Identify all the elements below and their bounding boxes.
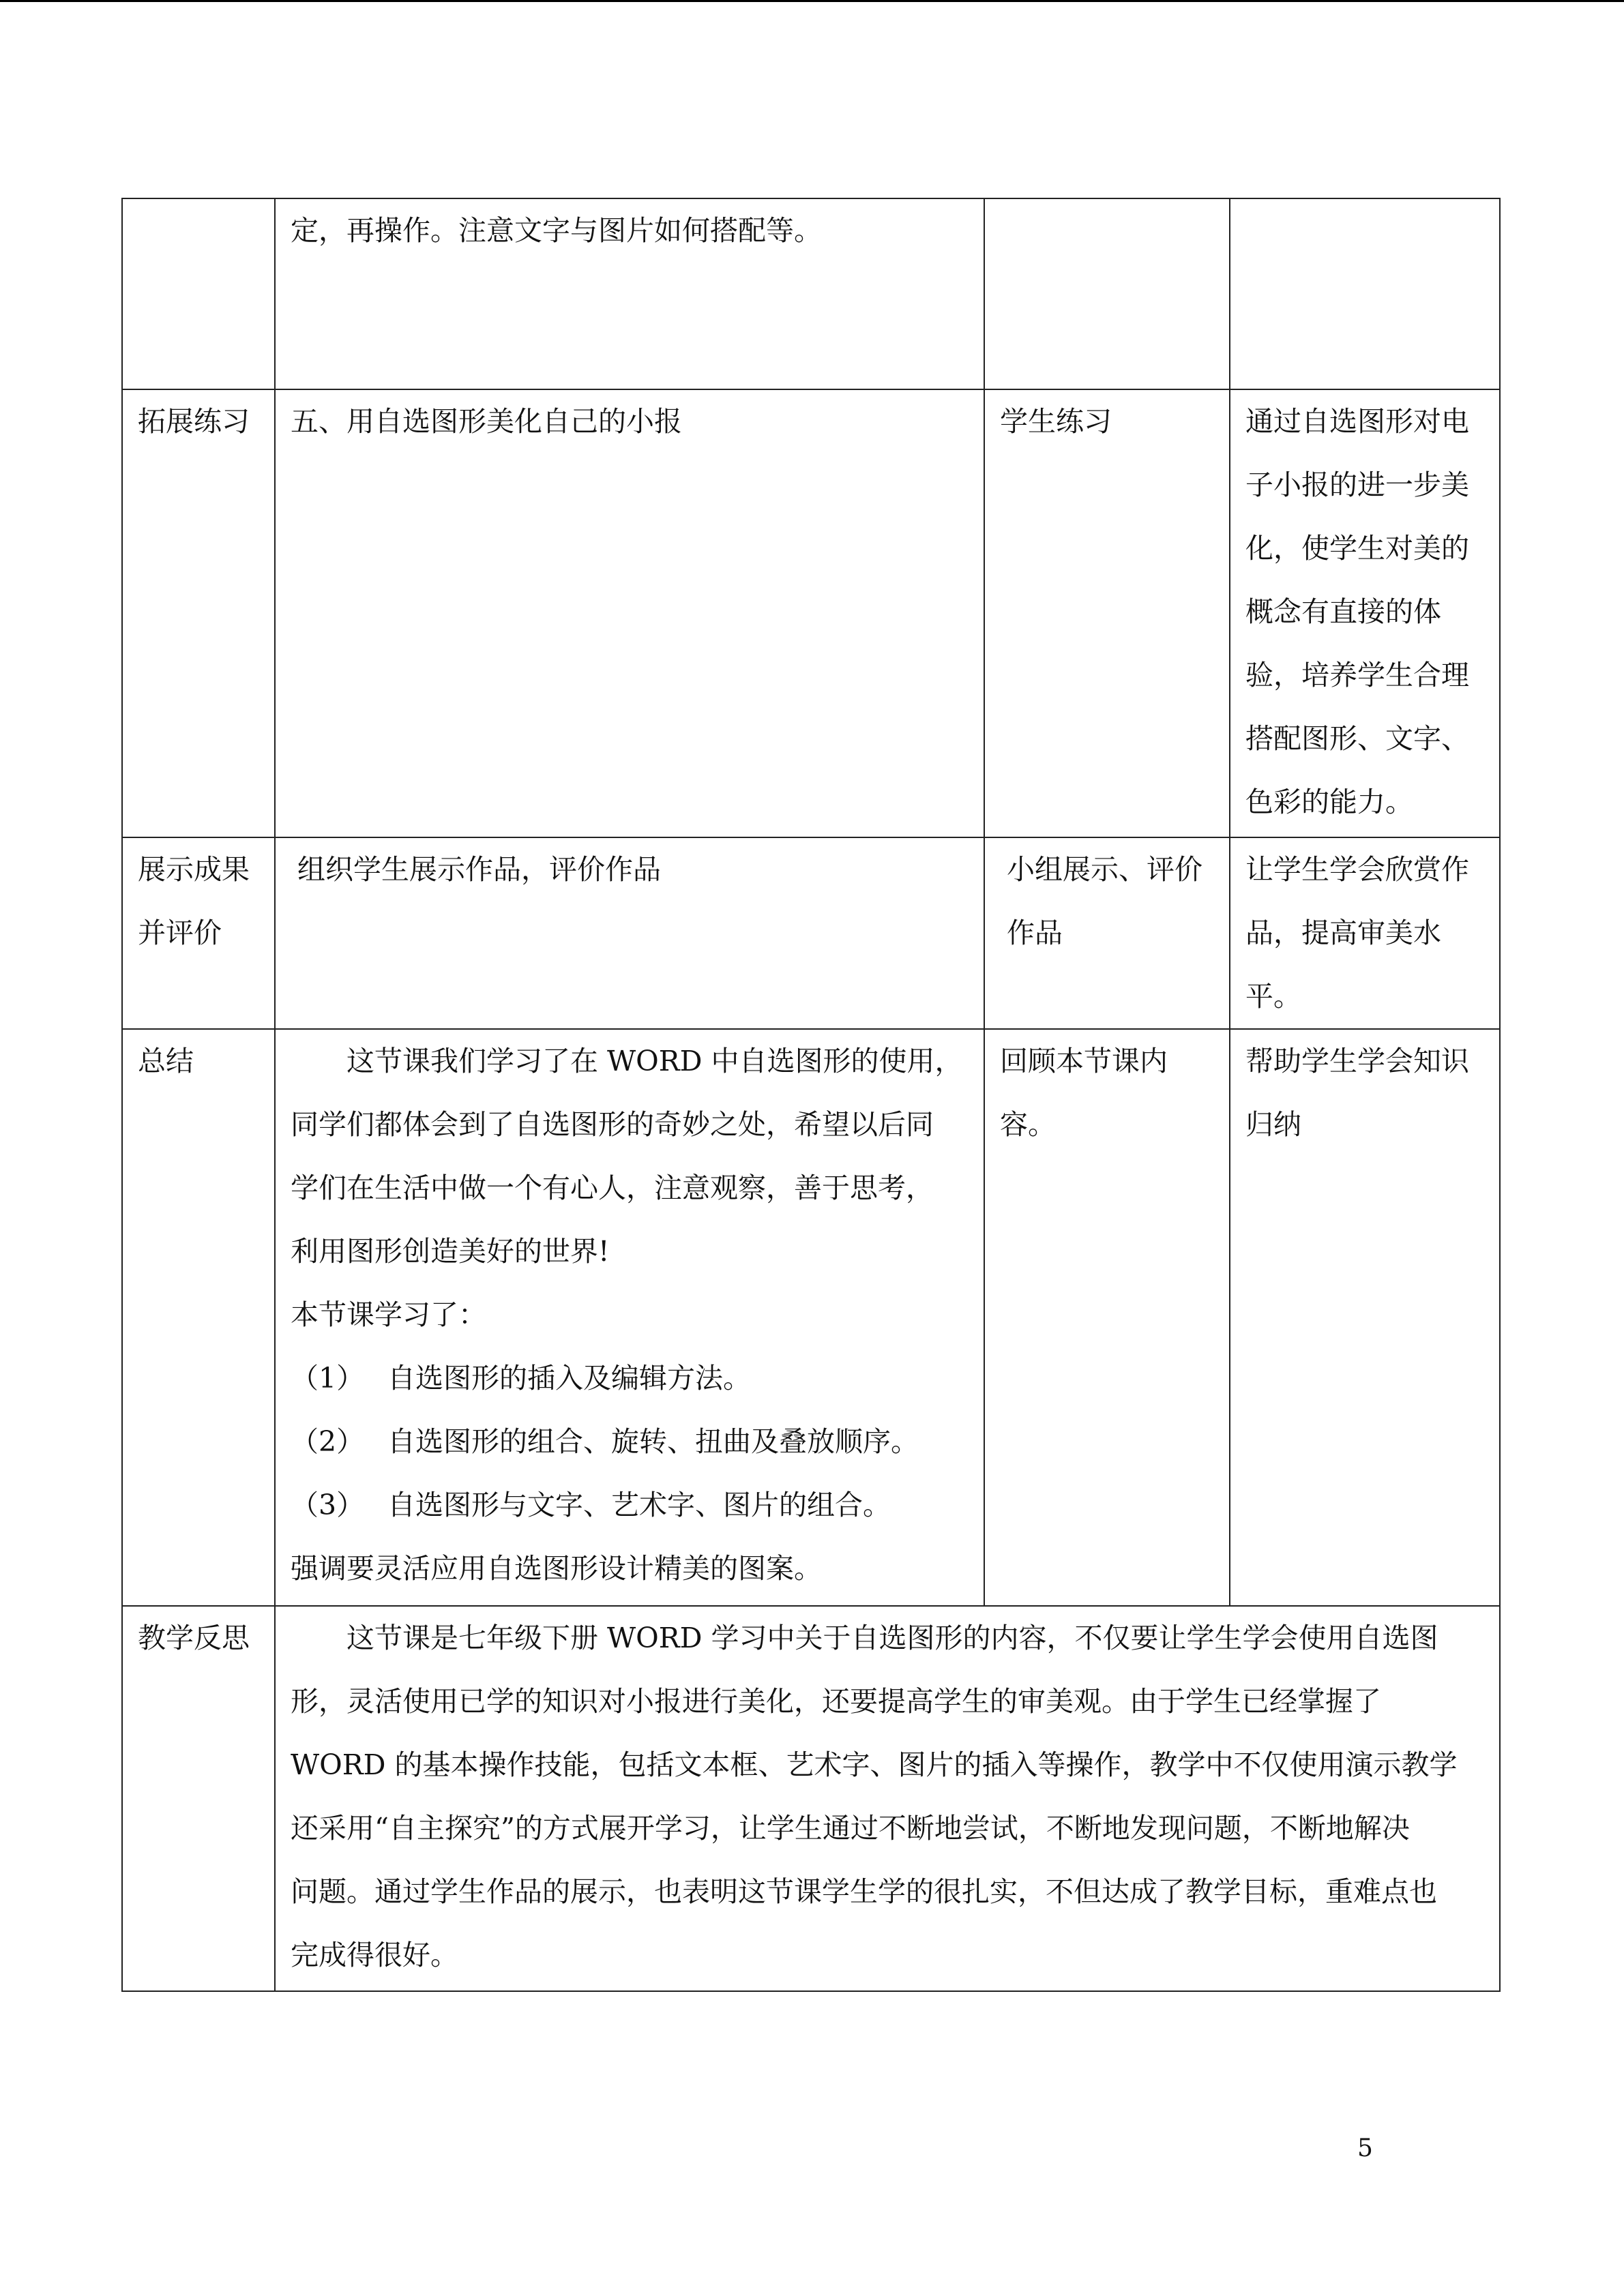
activity-cell xyxy=(984,198,1230,389)
purpose-line: 概念有直接的体 xyxy=(1245,595,1441,628)
stage-label: 教学反思 xyxy=(138,1622,250,1654)
activity-cell xyxy=(984,1029,1230,1606)
stage-cell xyxy=(122,198,275,389)
content-line: 强调要灵活应用自选图形设计精美的图案。 xyxy=(291,1552,822,1585)
content-line: 组织学生展示作品，评价作品 xyxy=(297,853,661,886)
content-cell xyxy=(275,837,984,1029)
stage-label: 拓展练习 xyxy=(138,405,250,438)
list-item xyxy=(291,1474,969,1537)
purpose-line: 归纳 xyxy=(1245,1108,1301,1141)
stage-cell xyxy=(122,389,275,837)
content-cell xyxy=(275,198,984,389)
list-item xyxy=(291,1347,969,1410)
page-number: 5 xyxy=(1357,2134,1373,2162)
stage-label: 并评价 xyxy=(138,916,222,949)
lesson-plan-table xyxy=(121,198,1501,1992)
content-line: 同学们都体会到了自选图形的奇妙之处，希望以后同 xyxy=(291,1108,934,1141)
activity-cell xyxy=(984,837,1230,1029)
purpose-line: 色彩的能力。 xyxy=(1245,786,1413,818)
content-line: 本节课学习了： xyxy=(291,1298,486,1331)
content-line: 这节课我们学习了在 WORD 中自选图形的使用， xyxy=(346,1045,963,1077)
purpose-line: 通过自选图形对电 xyxy=(1245,405,1469,438)
activity-line: 小组展示、评价 xyxy=(1007,853,1202,886)
purpose-cell xyxy=(1230,389,1500,837)
stage-cell xyxy=(122,1606,275,1991)
content-line: 五、用自选图形美化自己的小报 xyxy=(291,405,682,438)
content-cell xyxy=(275,1029,984,1606)
table-row xyxy=(122,837,1500,1029)
activity-line: 作品 xyxy=(1007,916,1063,949)
reflection-line: 这节课是七年级下册 WORD 学习中关于自选图形的内容，不仅要让学生学会使用自选图 xyxy=(346,1622,1438,1654)
activity-cell xyxy=(984,389,1230,837)
list-number: （2） xyxy=(291,1425,365,1458)
purpose-line: 帮助学生学会知识 xyxy=(1245,1045,1469,1077)
activity-line: 学生练习 xyxy=(1000,405,1112,438)
table-row xyxy=(122,198,1500,389)
list-text: 自选图形的插入及编辑方法。 xyxy=(387,1362,751,1395)
table-row xyxy=(122,389,1500,837)
content-cell xyxy=(275,389,984,837)
purpose-line: 品，提高审美水 xyxy=(1245,916,1441,949)
reflection-line: 问题。通过学生作品的展示，也表明这节课学生学的很扎实，不但达成了教学目标，重难点也 xyxy=(291,1875,1437,1908)
table-row xyxy=(122,1029,1500,1606)
stage-cell xyxy=(122,837,275,1029)
stage-label: 展示成果 xyxy=(138,853,250,886)
reflection-line: 还采用“自主探究”的方式展开学习，让学生通过不断地尝试，不断地发现问题，不断地解决 xyxy=(291,1812,1410,1845)
purpose-cell xyxy=(1230,837,1500,1029)
stage-cell xyxy=(122,1029,275,1606)
list-text: 自选图形与文字、艺术字、图片的组合。 xyxy=(387,1489,891,1521)
content-line: 学们在生活中做一个有心人，注意观察，善于思考， xyxy=(291,1172,934,1204)
list-number: （1） xyxy=(291,1362,365,1395)
activity-line: 回顾本节课内 xyxy=(1000,1045,1168,1077)
reflection-line: 完成得很好。 xyxy=(291,1939,458,1971)
purpose-line: 子小报的进一步美 xyxy=(1245,468,1469,501)
purpose-line: 让学生学会欣赏作 xyxy=(1245,853,1469,886)
reflection-line: WORD 的基本操作技能，包括文本框、艺术字、图片的插入等操作，教学中不仅使用演示教学 xyxy=(291,1748,1458,1781)
activity-line: 容。 xyxy=(1000,1108,1056,1141)
stage-label: 总结 xyxy=(138,1045,194,1077)
purpose-cell xyxy=(1230,1029,1500,1606)
table-row xyxy=(122,1606,1500,1991)
purpose-line: 平。 xyxy=(1245,980,1301,1013)
purpose-line: 搭配图形、文字、 xyxy=(1245,722,1469,755)
reflection-line: 形，灵活使用已学的知识对小报进行美化，还要提高学生的审美观。由于学生已经掌握了 xyxy=(291,1685,1381,1718)
list-text: 自选图形的组合、旋转、扭曲及叠放顺序。 xyxy=(387,1425,919,1458)
list-item xyxy=(291,1410,969,1474)
content-line: 利用图形创造美好的世界! xyxy=(291,1235,610,1268)
content-line: 定，再操作。注意文字与图片如何搭配等。 xyxy=(291,214,822,247)
purpose-line: 化，使学生对美的 xyxy=(1245,532,1469,565)
purpose-cell xyxy=(1230,198,1500,389)
list-number: （3） xyxy=(291,1489,365,1521)
reflection-cell xyxy=(275,1606,1500,1991)
purpose-line: 验，培养学生合理 xyxy=(1245,659,1469,691)
